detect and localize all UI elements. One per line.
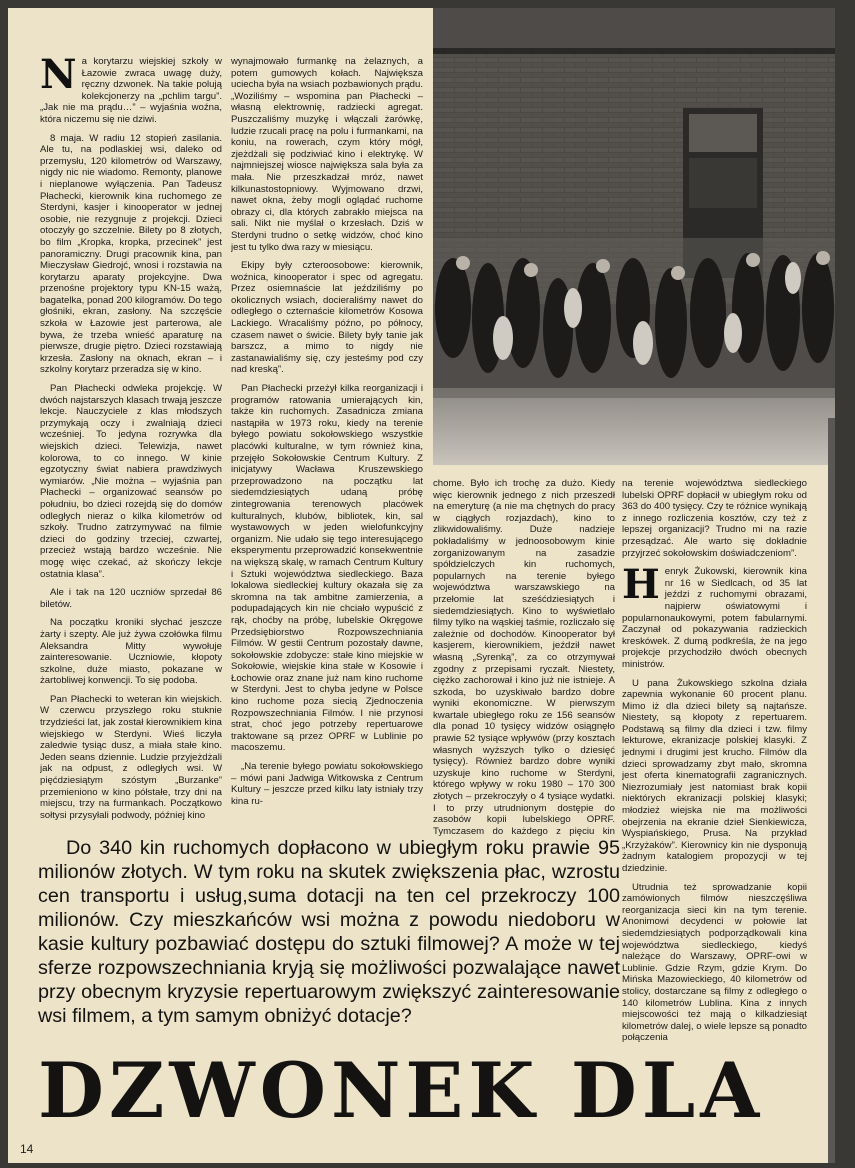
paragraph-text: enryk Żukowski, kierownik kina nr 16 w Siedlcach, od 35 lat jeździ z ruchomymi obrazami, najpierw oświatowymi i popularnonaukowymi, potem fabularnymi. Zaczynał od pokazywania radzieckich kreskówek. Z dumą podkreśla, że na jego projekcje przychodziło dwóch obecnych ministrów.: [622, 566, 807, 670]
article-column-1: [40, 56, 222, 836]
paragraph: Pan Płachecki przeżył kilka reorganizacji i programów ratowania umierających kin, także kin ruchomych. Zasadnicza zmiana nastąpiła w 1973 roku, kiedy na terenie byłego powiatu sokołowskiego wszystkie placówki kulturalne, w tym również kina, przejęło Sokołowskie Centrum Kultury. Z inicjatywy Wacława Kruszewskiego przeprowadzono na początku lat siedemdziesiątych udaną próbę zintegrowania terenowych placówek kulturalnych, klubów, bibliotek, kin, sal wystawowych w jeden wielofunkcyjny organizm. Nie udało się tego interesującego eksperymentu przeprowadzić konsekwentnie na większą skalę, w ramach Centrum Kultury i Sztuki województwa siedleckiego. Baza lokalowa siedleckiej kultury okazała się za skromna na tak ambitne zamierzenia, a podupadających kin nie chciało wypuścić z rąk, choćby na próbę, lubelskie Okręgowe Przedsiębiorstwo Rozpowszechniania Filmów. W gestii Centrum pozostały dawne, sokołowskie zdobycze: stałe kino miejskie w Sokołowie, wiejskie kina stałe w Kosowie i Łochowie oraz znane już nam kino ruchome w Sterdyni. Jest to chyba jedyne w Polsce kino ruchome poza siecią Zjednoczenia Rozpowszechniania Filmów. I nie przynosi strat, choć jego potrzeby repertuarowe traktowane są przez OPRF w Lublinie po macoszemu.: [231, 383, 423, 754]
paragraph: „Na terenie byłego powiatu sokołowskiego – mówi pani Jadwiga Witkowska z Centrum Kultury – jeszcze przed kilku laty istniały trzy kina ru-: [231, 761, 423, 807]
drop-cap: N: [40, 56, 77, 98]
page-number: 14: [20, 1142, 34, 1156]
paragraph: Ekipy były czteroosobowe: kierownik, woźnica, kinooperator i spec od agregatu. Przez osiemnaście lat jeździliśmy po okolicznych wsiach, docieraliśmy nawet do odległego o czternaście kilometrów Kosowa Lackiego. Wracaliśmy późno, po północy, czasem nawet o świcie. Bilety były tanie jak barszcz, a mimo to nigdy nie zastanawialiśmy się, czy jesteśmy pod czy nad kreską”.: [231, 260, 423, 376]
paragraph: Pan Płachecki odwleka projekcję. W dwóch najstarszych klasach trwają jeszcze lekcje. Nauczyciele z klas młodszych przymykają oczy i zwalniają dzieci wcześniej. To jedyna rozrywka dla wiejskich dzieci. Telewizja, nawet kolorowa, to co innego. W kinie egzotyczny świat nabiera prawdziwych wymiarów. „Nie można – wyjaśnia pan Płachecki – organizować seansów po południu, bo dzieci rozejdą się do domów odległych nieraz o kilka kilometrów od szkoły. Trudno zatrzymywać na filmie dzieci do godziny trzeciej, czwartej, przecież wstają bardzo wcześnie. Nie mogę więc czekać, aż skończy lekcje ostatnia klasa”.: [40, 383, 222, 580]
article-photo: [433, 8, 835, 465]
drop-cap: H: [622, 561, 660, 609]
paragraph: [622, 561, 807, 670]
paragraph-text: a korytarzu wiejskiej szkoły w Łazowie zwraca uwagę duży, ręczny dzwonek. Na takie polują kolekcjonerzy na „pchlim targu”. „Jak nie ma prądu…” – wyjaśnia woźna, która niczemu się nie dziwi.: [40, 56, 222, 125]
paragraph: 8 maja. W radiu 12 stopień zasilania. Ale tu, na podlaskiej wsi, daleko od przemysłu, 120 kilometrów od Warszawy, nigdy nic nie wiadomo. Remonty, planowe i nieplanowe wyłączenia. Pan Tadeusz Płachecki, kierownik kina ruchomego ze Sterdyni, kasjer i kinooperator w jednej osobie, nie rezygnuje z projekcji. Dzieci otoczyły go szczelnie. Bilety po 8 złotych, bo film „Kropka, kropka, przecinek” jest panoramiczny. Drugi pracownik kina, pan Mieczysław Giedrojć, wnosi i rozstawia na korytarzu aparaty projekcyjne. Dwa przenośne projektory typu KN-15 ważą, bagatelka, ponad 200 kilogramów. Do tego głośniki, ekran, zasłony. Na szczęście szkoła w Łazowie jest parterowa, ale bywa, że trzeba wnieść aparaturę na pierwsze, drugie piętro. Dzieci rozstawiają krzesła. Zasłony na oknach, ekran – i szkolny korytarz przeradza się w kino.: [40, 132, 222, 376]
article-column-4: [622, 478, 807, 1078]
paragraph: Pan Płachecki to weteran kin wiejskich. W czerwcu przyszłego roku stuknie trzydzieści lat, jak został kierownikiem kina wiejskiego w Sterdyni. Wieś liczyła zaledwie tysiąc dusz, a miała stałe kino. Jeden seans dziennie. Ludzie przyjeżdżali jak na odpust, z odległych wsi. W pięćdziesiątym szóstym „Burzanke” przemieniono w kino półstałe, trzy dni na miejscu, trzy na furmankach. Początkowo sołtysi przysyłali podwody, później kino: [40, 693, 222, 821]
paragraph: na terenie województwa siedleckiego lubelski OPRF dopłacił w ubiegłym roku od 363 do 400 tysięcy. Czy te różnice wynikają z innego rozliczenia kosztów, czy też z lepszej organizacji? Trudno mi na razie przesądzać. Ale warto się dokładnie przyjrzeć sokołowskim doświadczeniom”.: [622, 478, 807, 559]
article-column-3: [433, 478, 615, 838]
page-edge-strip: [828, 418, 835, 1163]
article-column-2: [231, 56, 423, 836]
paragraph: Utrudnia też sprowadzanie kopii zamówionych filmów nieszczęśliwa reorganizacja sieci kin na tym terenie. Anonimowi decydenci w połowie lat siedemdziesiątych podporządkowali kina województwa siedleckiego, kiedyś należące do Warszawy, OPRF-owi w Lublinie. Gdzie Rzym, gdzie Krym. Do Mińska Mazowieckiego, 40 kilometrów od stolicy, dostarczane są filmy z odległego o 140 kilometrów Lublina. Kina z innych miejscowości też mają o kilkadziesiąt kilometrów dalej, o wiele lepsze są ponadto połączenia: [622, 881, 807, 1044]
paragraph: Na początku kroniki słychać jeszcze żarty i szepty. Ale już żywa czołówka filmu Aleksandra Mitty wywołuje zainteresowanie. Uczniowie, kłopoty szkolne, duże miasto, pokazane w żartobliwej konwencji. To się podoba.: [40, 617, 222, 687]
lead-paragraph: Do 340 kin ruchomych dopłacono w ubiegłym roku prawie 95 milionów złotych. W tym roku na skutek zwiększenia płac, wzrostu cen transportu i usług,suma dotacji na ten cel przekroczy 100 milionów. Czy mieszkańców wsi można z powodu niedoboru w kasie kultury pozbawiać dostępu do sztuki filmowej? A może w tej sferze rozpowszechniania kryją się możliwości pozwalające nawet przy obecnym kryzysie repertuarowym zwiększyć zainteresowanie wsi filmem, a tym samym obniżyć dotacje?: [38, 837, 620, 1027]
paragraph: Ale i tak na 120 uczniów sprzedał 86 biletów.: [40, 587, 222, 610]
paragraph: wynajmowało furmankę na żelaznych, a potem gumowych kołach. Największa uciecha była na wsiach pozbawionych prądu. „Woziliśmy – wspomina pan Płachecki – własną elektrownię, radziecki agregat. Puszczaliśmy muzykę i włączali żarówkę, ludzie rzucali pracę na polu i furmankami, na koniu, na rowerach, czym który mógł, zjeżdżali się podziwiać kino i elektrykę. W najmniejszej wiosce największa sala była za mała. Nie przeszkadzał mróz, nawet kilkunastostopniowy. Wyjmowano drzwi, nawet okna, żeby mogli oglądać ruchome obrazy ci, dla których zabrakło miejsca na sali. Nikt nie myślał o krzesłach. Dziś w Sterdyni trudno o setkę widzów, choć kino jest tu tylko dwa razy w miesiącu.: [231, 56, 423, 253]
paragraph: [40, 56, 222, 126]
paragraph: chome. Było ich trochę za dużo. Kiedy więc kierownik jednego z nich przeszedł na emeryturę (a nie ma chętnych do pracy w ciągłych rozjazdach), kino to zlikwidowaliśmy. Duże nadzieje pokładaliśmy w jednoosobowym kinie zorganizowanym na zasadzie spółdzielczych kin ruchomych, popularnych na terenie byłego województwa warszawskiego na przełomie lat sześćdziesiątych i siedemdziesiątych. Kino to wyświetlało filmy tylko na wąskiej taśmie, rozliczało się zależnie od dochodów. Kinooperator był kasjerem, kierownikiem, jeździł nawet własną „Syrenką”, za co otrzymywał zgodny z przepisami ryczałt. Niestety, ciężko zachorował i kino już nie istnieje. A szkoda, bo uzyskiwało bardzo dobre wyniki ekonomiczne. W pierwszym kwartale ubiegłego roku ze 156 seansów dla ponad 10 tysięcy widzów osiągnęło prawie 52 tysiące wpływów (przy kosztach własnych wyższych tylko o dziesięć tysięcy). Również bardzo dobre wyniki uzyskuje kino ruchome w Sterdyni, którego wpływy w roku 1980 – 170 300 złotych – przekroczyły o 4 tysiące wydatki. I to przy utrudnionym dostępie do zasobów kopii lubelskiego OPRF. Tymczasem do każdego z pięciu kin: [433, 478, 615, 837]
article-headline: DZWONEK DLA: [38, 1046, 765, 1135]
magazine-page: [8, 8, 835, 1163]
children-running-photo: [433, 8, 835, 465]
paragraph: U pana Żukowskiego szkolna działa zapewnia wykonanie 60 procent planu. Mimo iż dla dzieci bilety są najtańsze. Niestety, są kłopoty z repertuarem. Podstawą są filmy dla dzieci i tzw. filmy lekturowe, ekranizacje polskiej klasyki. Z jednymi i drugimi jest krucho. Filmów dla dzieci sprowadzamy zbyt mało, skromna jest oferta kinematografii zagranicznych. Niezrozumiały jest natomiast brak kopii niektórych ekranizacji polskiej klasyki; młodzież wiejska nie ma możliwości obejrzenia na ekranie dzieł Sienkiewicza, Wyspiańskiego, Prusa. Na przykład „Krzyżaków”. Kierownicy kin nie dysponują żadnym katalogiem propozycji w tej dziedzinie.: [622, 677, 807, 874]
